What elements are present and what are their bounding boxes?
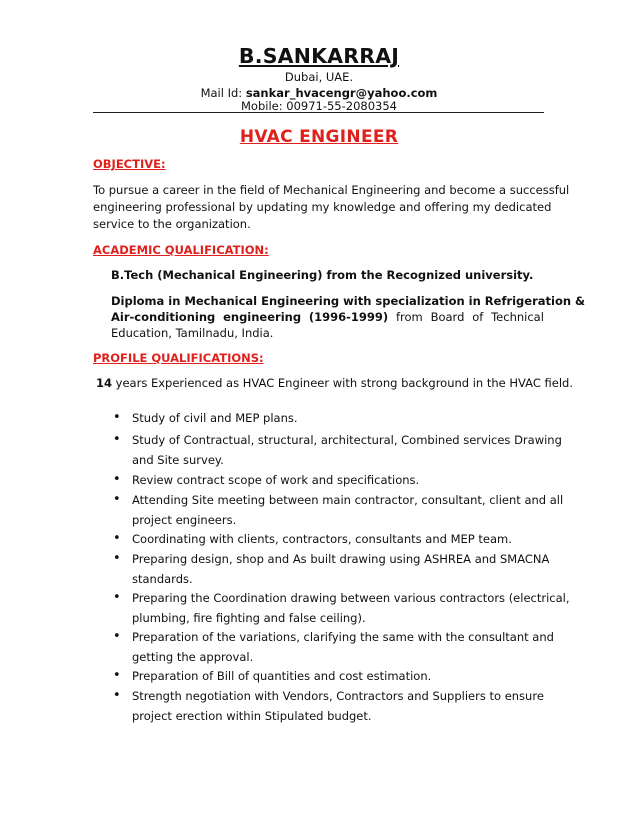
list-item-continuation: getting the approval. [132,650,254,664]
mail-line [0,86,638,100]
bullet-dot: • [113,688,121,703]
objective-line: To pursue a career in the field of Mechanical Engineering and become a successful [93,183,570,197]
list-item: Attending Site meeting between main contractor, consultant, client and all [132,493,564,507]
diploma-word: from [396,310,423,324]
bullet-dot: • [113,432,121,447]
bullet-dot: • [113,668,121,683]
objective-line: engineering professional by updating my knowledge and offering my dedicated [93,200,552,214]
mail-label: Mail Id: [200,86,246,100]
bullet-dot: • [113,629,121,644]
btech-qualification: B.Tech (Mechanical Engineering) from the Recognized university. [111,268,534,282]
summary-text: years Experienced as HVAC Engineer with strong background in the HVAC field. [112,376,574,390]
diploma-word: Board [430,310,465,324]
bullet-dot: • [113,472,121,487]
bullet-dot: • [113,492,121,507]
objective-heading: OBJECTIVE: [93,157,166,171]
diploma-line: Diploma in Mechanical Engineering with specialization in Refrigeration & [111,294,586,308]
diploma-word: of [472,310,484,324]
bullet-dot: • [113,410,121,425]
bullet-dot: • [113,531,121,546]
list-item: Study of Contractual, structural, architectural, Combined services Drawing [132,433,562,447]
list-item: Review contract scope of work and specifications. [132,473,420,487]
diploma-line: Education, Tamilnadu, India. [111,326,274,340]
list-item: Preparation of Bill of quantities and cost estimation. [132,669,432,683]
list-item-continuation: project engineers. [132,513,237,527]
profile-heading: PROFILE QUALIFICATIONS: [93,351,264,365]
list-item: Preparation of the variations, clarifying the same with the consultant and [132,630,554,644]
mail-address[interactable]: sankar_hvacengr@yahoo.com [245,86,438,100]
candidate-name: B.SANKARRAJ [238,44,400,68]
list-item: Coordinating with clients, contractors, consultants and MEP team. [132,532,512,546]
list-item: Preparing design, shop and As built drawing using ASHREA and SMACNA [132,552,550,566]
diploma-word: Air-conditioning [111,310,216,324]
list-item-continuation: project erection within Stipulated budget. [132,709,372,723]
diploma-word: Technical [491,310,544,324]
diploma-word: engineering [223,310,302,324]
objective-line: service to the organization. [93,217,251,231]
location: Dubai, UAE. [284,70,354,84]
diploma-line-justified [111,310,544,324]
job-title: HVAC ENGINEER [239,127,399,147]
bullet-dot: • [113,551,121,566]
list-item: Study of civil and MEP plans. [132,411,298,425]
bullet-dot: • [113,590,121,605]
header-divider [93,112,544,113]
diploma-word: (1996-1999) [308,310,389,324]
experience-summary [96,376,573,390]
academic-heading: ACADEMIC QUALIFICATION: [93,243,269,257]
list-item: Preparing the Coordination drawing between various contractors (electrical, [132,591,570,605]
list-item-continuation: standards. [132,572,193,586]
mobile: Mobile: 00971-55-2080354 [241,99,397,113]
list-item-continuation: and Site survey. [132,453,224,467]
list-item: Strength negotiation with Vendors, Contractors and Suppliers to ensure [132,689,544,703]
list-item-continuation: plumbing, fire fighting and false ceiling). [132,611,366,625]
years-count: 14 [96,376,113,390]
